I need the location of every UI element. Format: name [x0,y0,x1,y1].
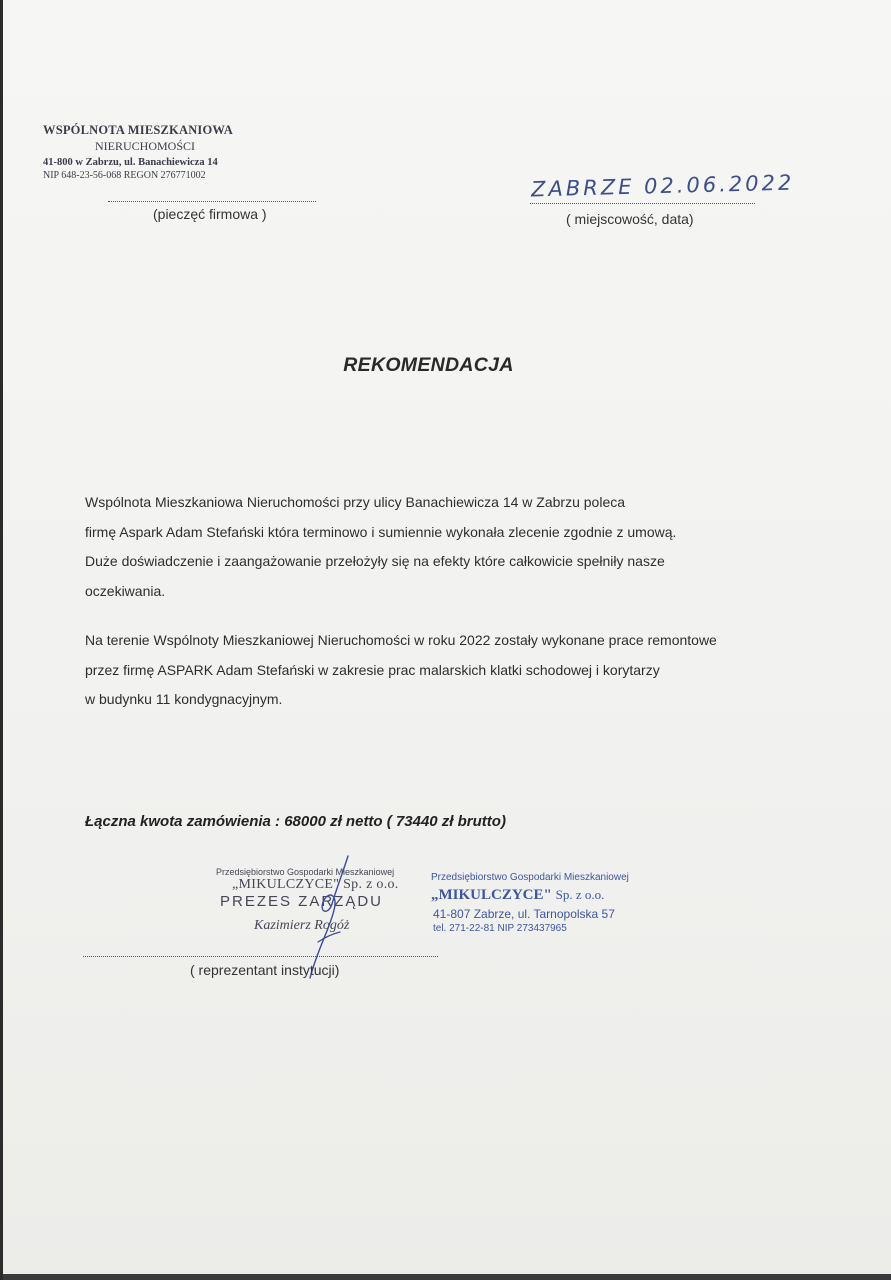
company-stamp-line1: Przedsiębiorstwo Gospodarki Mieszkaniowej [431,872,629,883]
sender-stamp-line1: WSPÓLNOTA MIESZKANIOWA [43,123,233,137]
total-amount: Łączna kwota zamówienia : 68000 zł netto ( 73440 zł brutto) [85,813,506,830]
company-stamp-line2 [431,887,641,904]
document-title: REKOMENDACJA [343,354,514,376]
paragraph-2-line: przez firmę ASPARK Adam Stefański w zakresie prac malarskich klatki schodowej i korytarzy [85,661,660,678]
paragraph-2-line: Na terenie Wspólnoty Mieszkaniowej Nieruchomości w roku 2022 zostały wykonane prace remontowe [85,632,717,648]
president-stamp-line1: Przedsiębiorstwo Gospodarki Mieszkaniowej [216,867,395,877]
sender-stamp-line3: 41-800 w Zabrzu, ul. Banachiewicza 14 [43,157,218,168]
paragraph-1-line: Duże doświadczenie i zaangażowanie przełożyły się na efekty które całkowicie spełniły nasze [85,553,665,569]
paragraph-1 [85,488,825,606]
representative-dotted-line [83,956,438,957]
president-stamp-line3: PREZES ZARZĄDU [220,893,384,910]
company-stamp [431,872,641,932]
representative-caption: ( reprezentant instytucji) [190,962,340,978]
company-stamp-line4: tel. 271-22-81 NIP 273437965 [433,923,567,932]
page-bottom-edge [3,1274,891,1280]
sender-stamp-line4: NIP 648-23-56-068 REGON 276771002 [43,170,206,181]
place-date-dotted-line [530,203,755,204]
paragraph-1-line: Wspólnota Mieszkaniowa Nieruchomości przy ulicy Banachiewicza 14 w Zabrzu poleca [85,494,626,510]
place-date-caption: ( miejscowość, data) [566,211,694,227]
paragraph-2 [85,626,825,715]
company-stamp-line3: 41-807 Zabrze, ul. Tarnopolska 57 [433,907,615,921]
stamp-caption: (pieczęć firmowa ) [153,206,267,222]
company-stamp-name: „MIKULCZYCE" [431,887,552,903]
paragraph-2-line: w budynku 11 kondygnacyjnym. [85,691,283,707]
sender-stamp-line2: NIERUCHOMOŚCI [95,139,196,153]
president-stamp-line4: Kazimierz Rogóż [254,918,350,933]
paragraph-1-line: firmę Aspark Adam Stefański która terminowo i sumiennie wykonała zlecenie zgodnie z umową. [85,523,677,540]
sender-stamp [43,123,303,181]
company-stamp-suffix: Sp. z o.o. [555,887,605,902]
president-stamp-line2: „MIKULCZYCE" Sp. z o.o. [232,877,399,892]
stamp-dotted-line [108,201,316,202]
paragraph-1-line: oczekiwania. [85,582,166,599]
place-date-handwritten: ZABRZE 02.06.2022 [530,170,795,202]
